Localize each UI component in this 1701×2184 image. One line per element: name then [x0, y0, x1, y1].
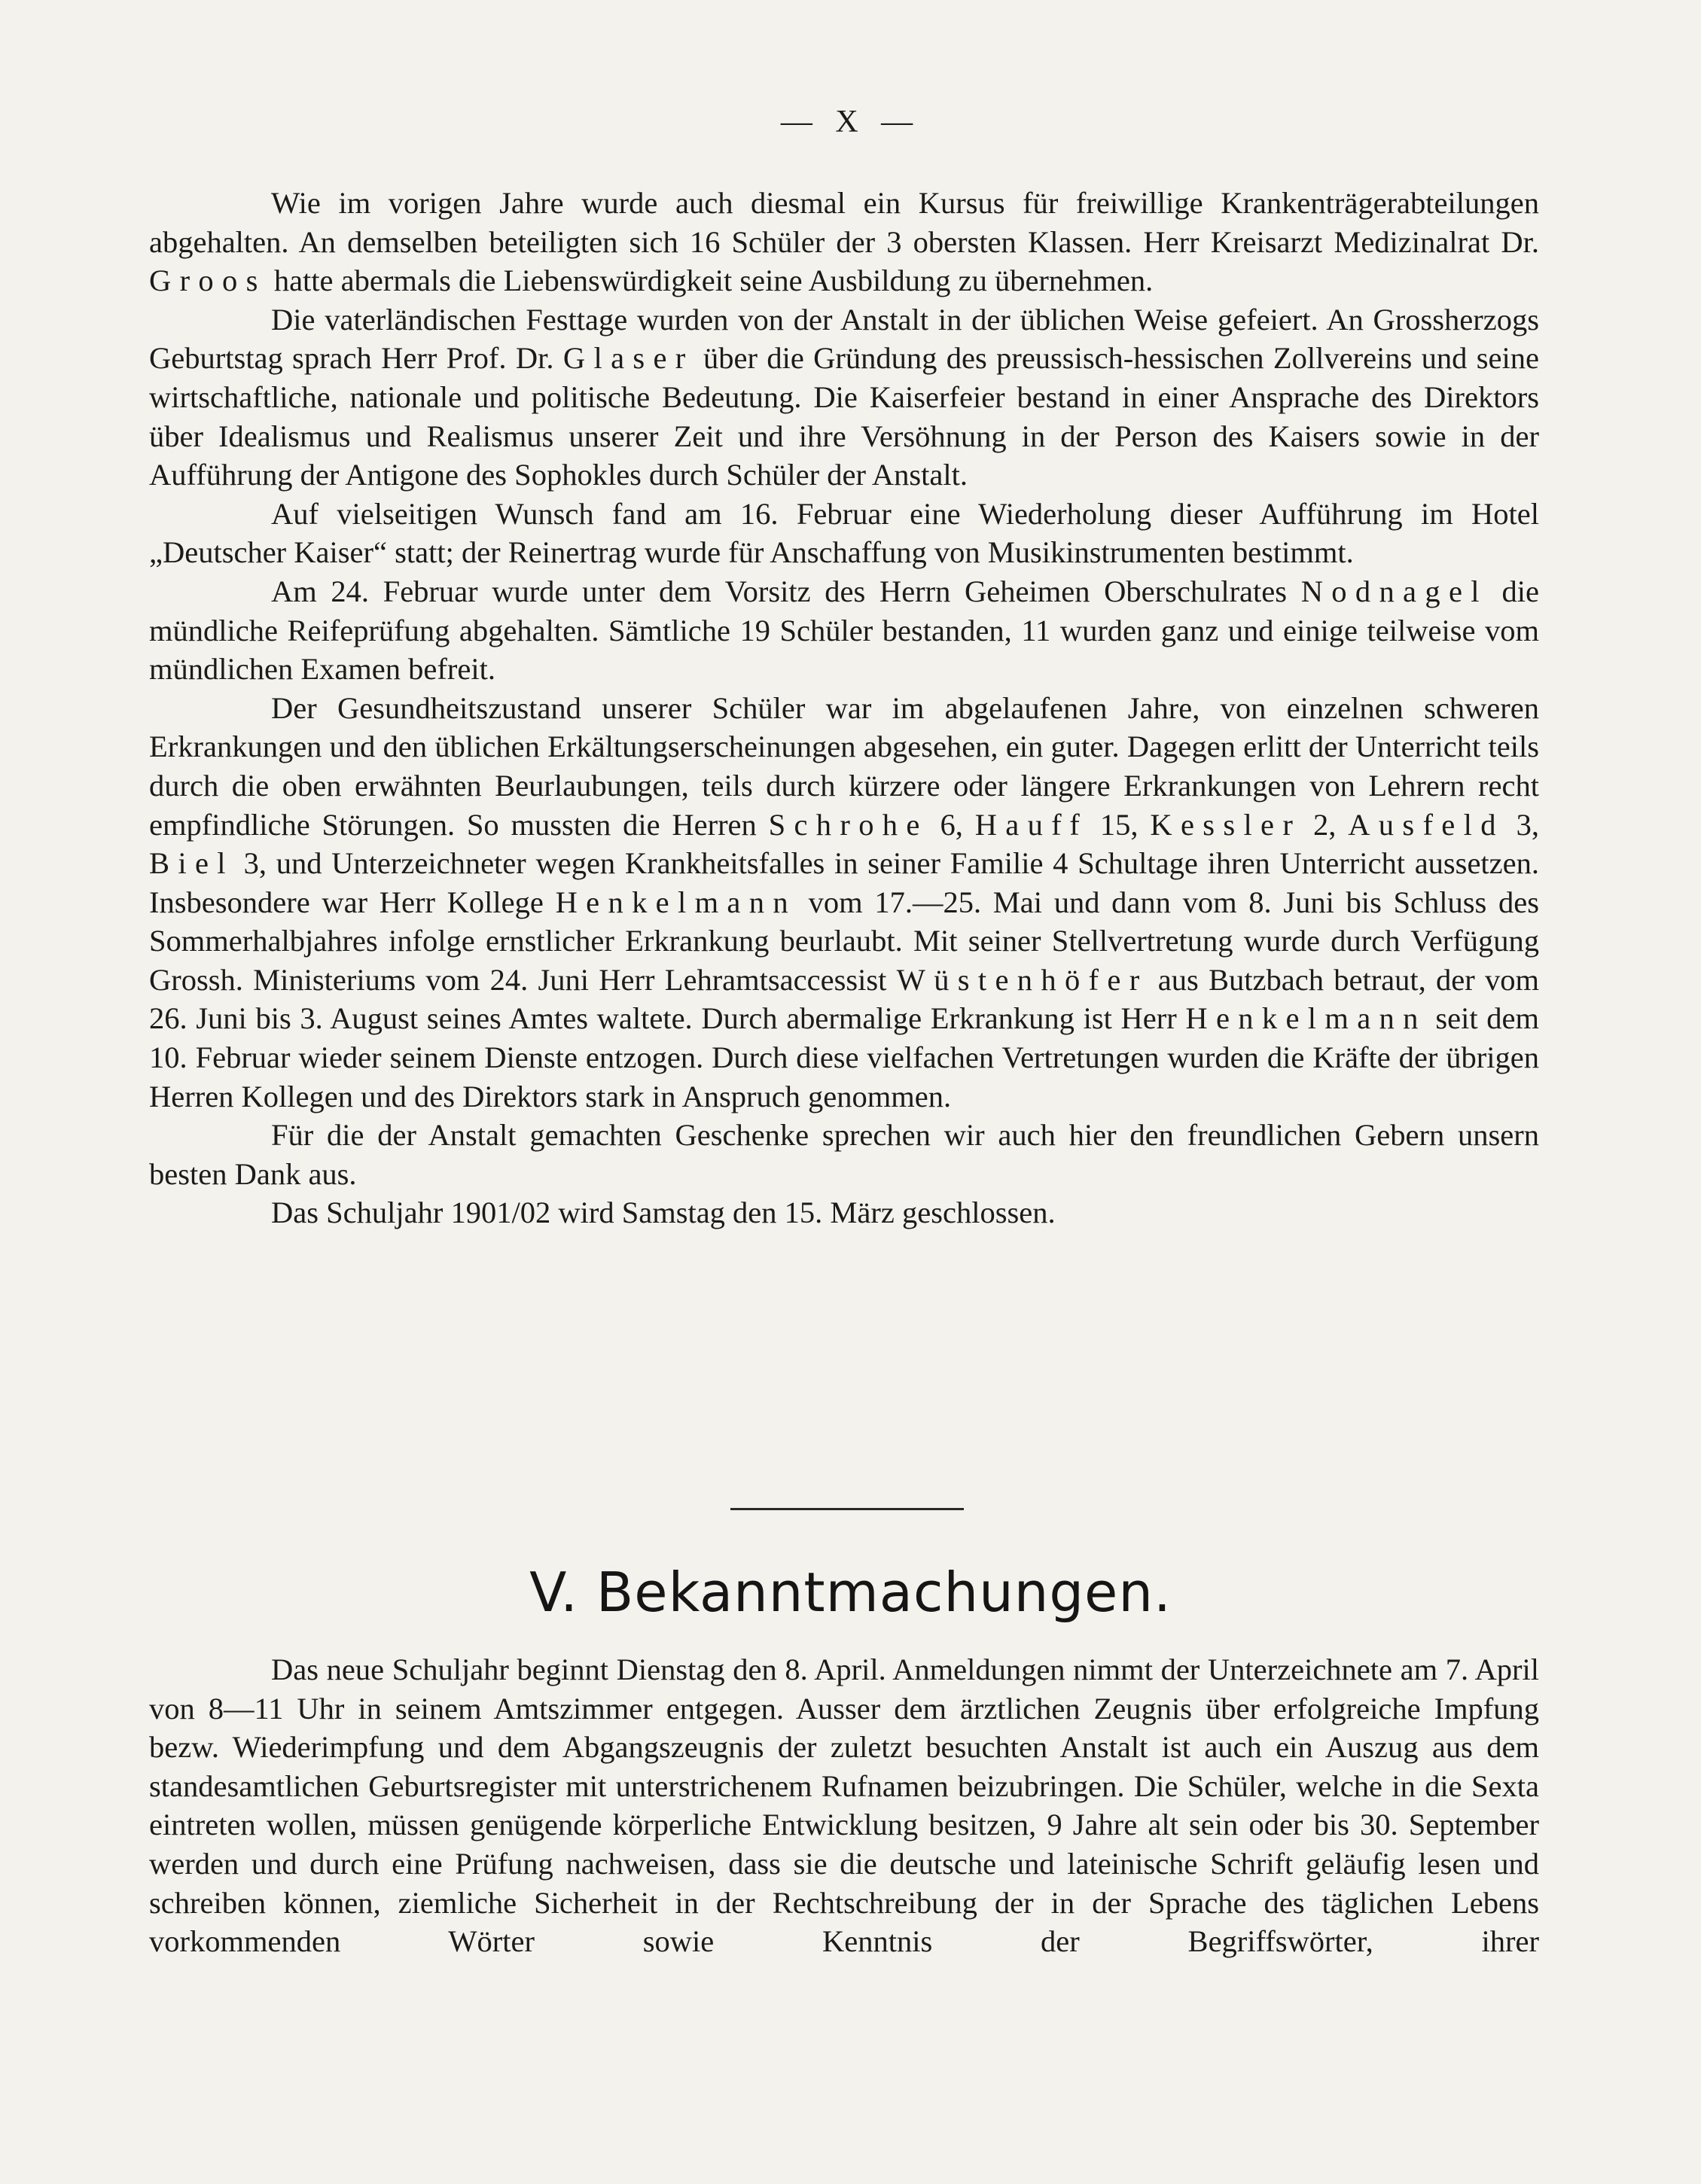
person-name: Biel [149, 846, 234, 881]
page-number: — X — [780, 105, 921, 139]
paragraph-patriotic-holidays: Die vaterländischen Festtage wurden von der Anstalt in der üblichen Weise gefeiert. An Grossherzogs Geburtstag sprach Herr Prof. Dr. Glaser über die Gründung des preussisch-hessischen Zollvereins und seine wirtschaftliche, nationale und politische Bedeutung. Die Kaiserfeier bestand in einer Ansprache des Direktors über Idealismus und Realismus unserer Zeit und ihre Versöhnung in der Person des Kaisers sowie in der Aufführung der Antigone des Sophokles durch Schüler der Anstalt. [149, 302, 1539, 492]
paragraph-health-status: Der Gesundheitszustand unserer Schüler war im abgelaufenen Jahre, von einzelnen schweren Erkrankungen und den üblichen Erkältungserscheinungen abgesehen, ein guter. Dagegen erlitt der Unterricht teils durch die oben erwähnten Beurlaubungen, teils durch kürzere oder längere Erkrankungen von Lehrern recht empfindliche Störungen. So mussten die Herren Schrohe 6, Hauff 15, Kessler 2, Ausfeld 3, Biel 3, und Unterzeichneter wegen Krankheitsfalles in seiner Familie 4 Schultage ihren Unterricht aussetzen. Insbesondere war Herr Kollege Henkelmann vom 17.—25. Mai und dann vom 8. Juni bis Schluss des Sommerhalbjahres infolge ernstlicher Erkrankung beurlaubt. Mit seiner Stellvertretung wurde durch Verfügung Grossh. Ministeriums vom 24. Juni Herr Lehramtsaccessist Wüstenhöfer aus Butzbach betraut, der vom 26. Juni bis 3. August seines Amtes waltete. Durch abermalige Erkrankung ist Herr Henkelmann seit dem 10. Februar wieder seinem Dienste entzogen. Durch diese vielfachen Vertretungen wurden die Kräfte der übrigen Herren Kollegen und des Direktors stark in Anspruch genommen. [149, 690, 1540, 1113]
paragraph-ambulance-course: Wie im vorigen Jahre wurde auch diesmal ein Kursus für freiwillige Krankenträgerabteilungen abgehalten. An demselben beteiligten sich 16 Schüler der 3 obersten Klassen. Herr Kreisarzt Medizinalrat Dr. Groos hatte abermals die Liebenswürdigkeit seine Ausbildung zu übernehmen. [149, 186, 1539, 298]
paragraph-school-year-close: Das Schuljahr 1901/02 wird Samstag den 15. März geschlossen. [271, 1196, 1056, 1230]
person-name: Hauff [974, 807, 1089, 842]
person-name: Henkelmann [1185, 1001, 1427, 1036]
person-name: Henkelmann [555, 885, 797, 919]
person-name: Nodnagel [1300, 574, 1488, 608]
person-name: Kessler [1150, 807, 1302, 842]
section-announcements-text [149, 1650, 1539, 1961]
paragraph-new-school-year: Das neue Schuljahr beginnt Dienstag den 8. April. Anmeldungen nimmt der Unterzeichnete am 7. April von 8—11 Uhr in seinem Amtszimmer entgegen. Ausser dem ärztlichen Zeugnis über erfolgreiche Impfung bezw. Wiederimpfung und dem Abgangszeugnis der zuletzt besuchten Anstalt ist auch ein Auszug aus dem standesamtlichen Geburtsregister mit unterstrichenem Rufnamen beizubringen. Die Schüler, welche in die Sexta eintreten wollen, müssen genügende körperliche Entwicklung besitzen, 9 Jahre alt sein oder bis 30. September werden und durch eine Prüfung nachweisen, dass sie die deutsche und lateinische Schrift geläufig lesen und schreiben können, ziemliche Sicherheit in der Rechtschreibung der in der Sprache des täglichen Lebens vorkommenden Wörter sowie Kenntnis der Begriffswörter, ihrer [149, 1652, 1539, 1959]
person-name: Ausfeld [1348, 807, 1504, 842]
paragraph-thanks-donations: Für die der Anstalt gemachten Geschenke sprechen wir auch hier den freundlichen Gebern unsern besten Dank aus. [149, 1118, 1539, 1191]
section-heading: V. Bekanntmachungen. [529, 1561, 1172, 1624]
paragraph-repeat-performance: Auf vielseitigen Wunsch fand am 16. Februar eine Wiederholung dieser Aufführung im Hotel „Deutscher Kaiser“ statt; der Reinertrag wurde für Anschaffung von Musikinstrumenten bestimmt. [149, 496, 1539, 570]
paragraph-final-exam: Am 24. Februar wurde unter dem Vorsitz des Herrn Geheimen Oberschulrates Nodnagel die mündliche Reifeprüfung abgehalten. Sämtliche 19 Schüler bestanden, 11 wurden ganz und einige teilweise vom mündlichen Examen befreit. [149, 574, 1539, 687]
section-chronicle-text [149, 184, 1539, 1232]
section-divider [730, 1508, 964, 1510]
person-name: Schrohe [768, 807, 928, 842]
person-name: Wüstenhöfer [896, 962, 1148, 997]
person-name: Groos [149, 263, 267, 298]
person-name: Glaser [562, 341, 694, 376]
